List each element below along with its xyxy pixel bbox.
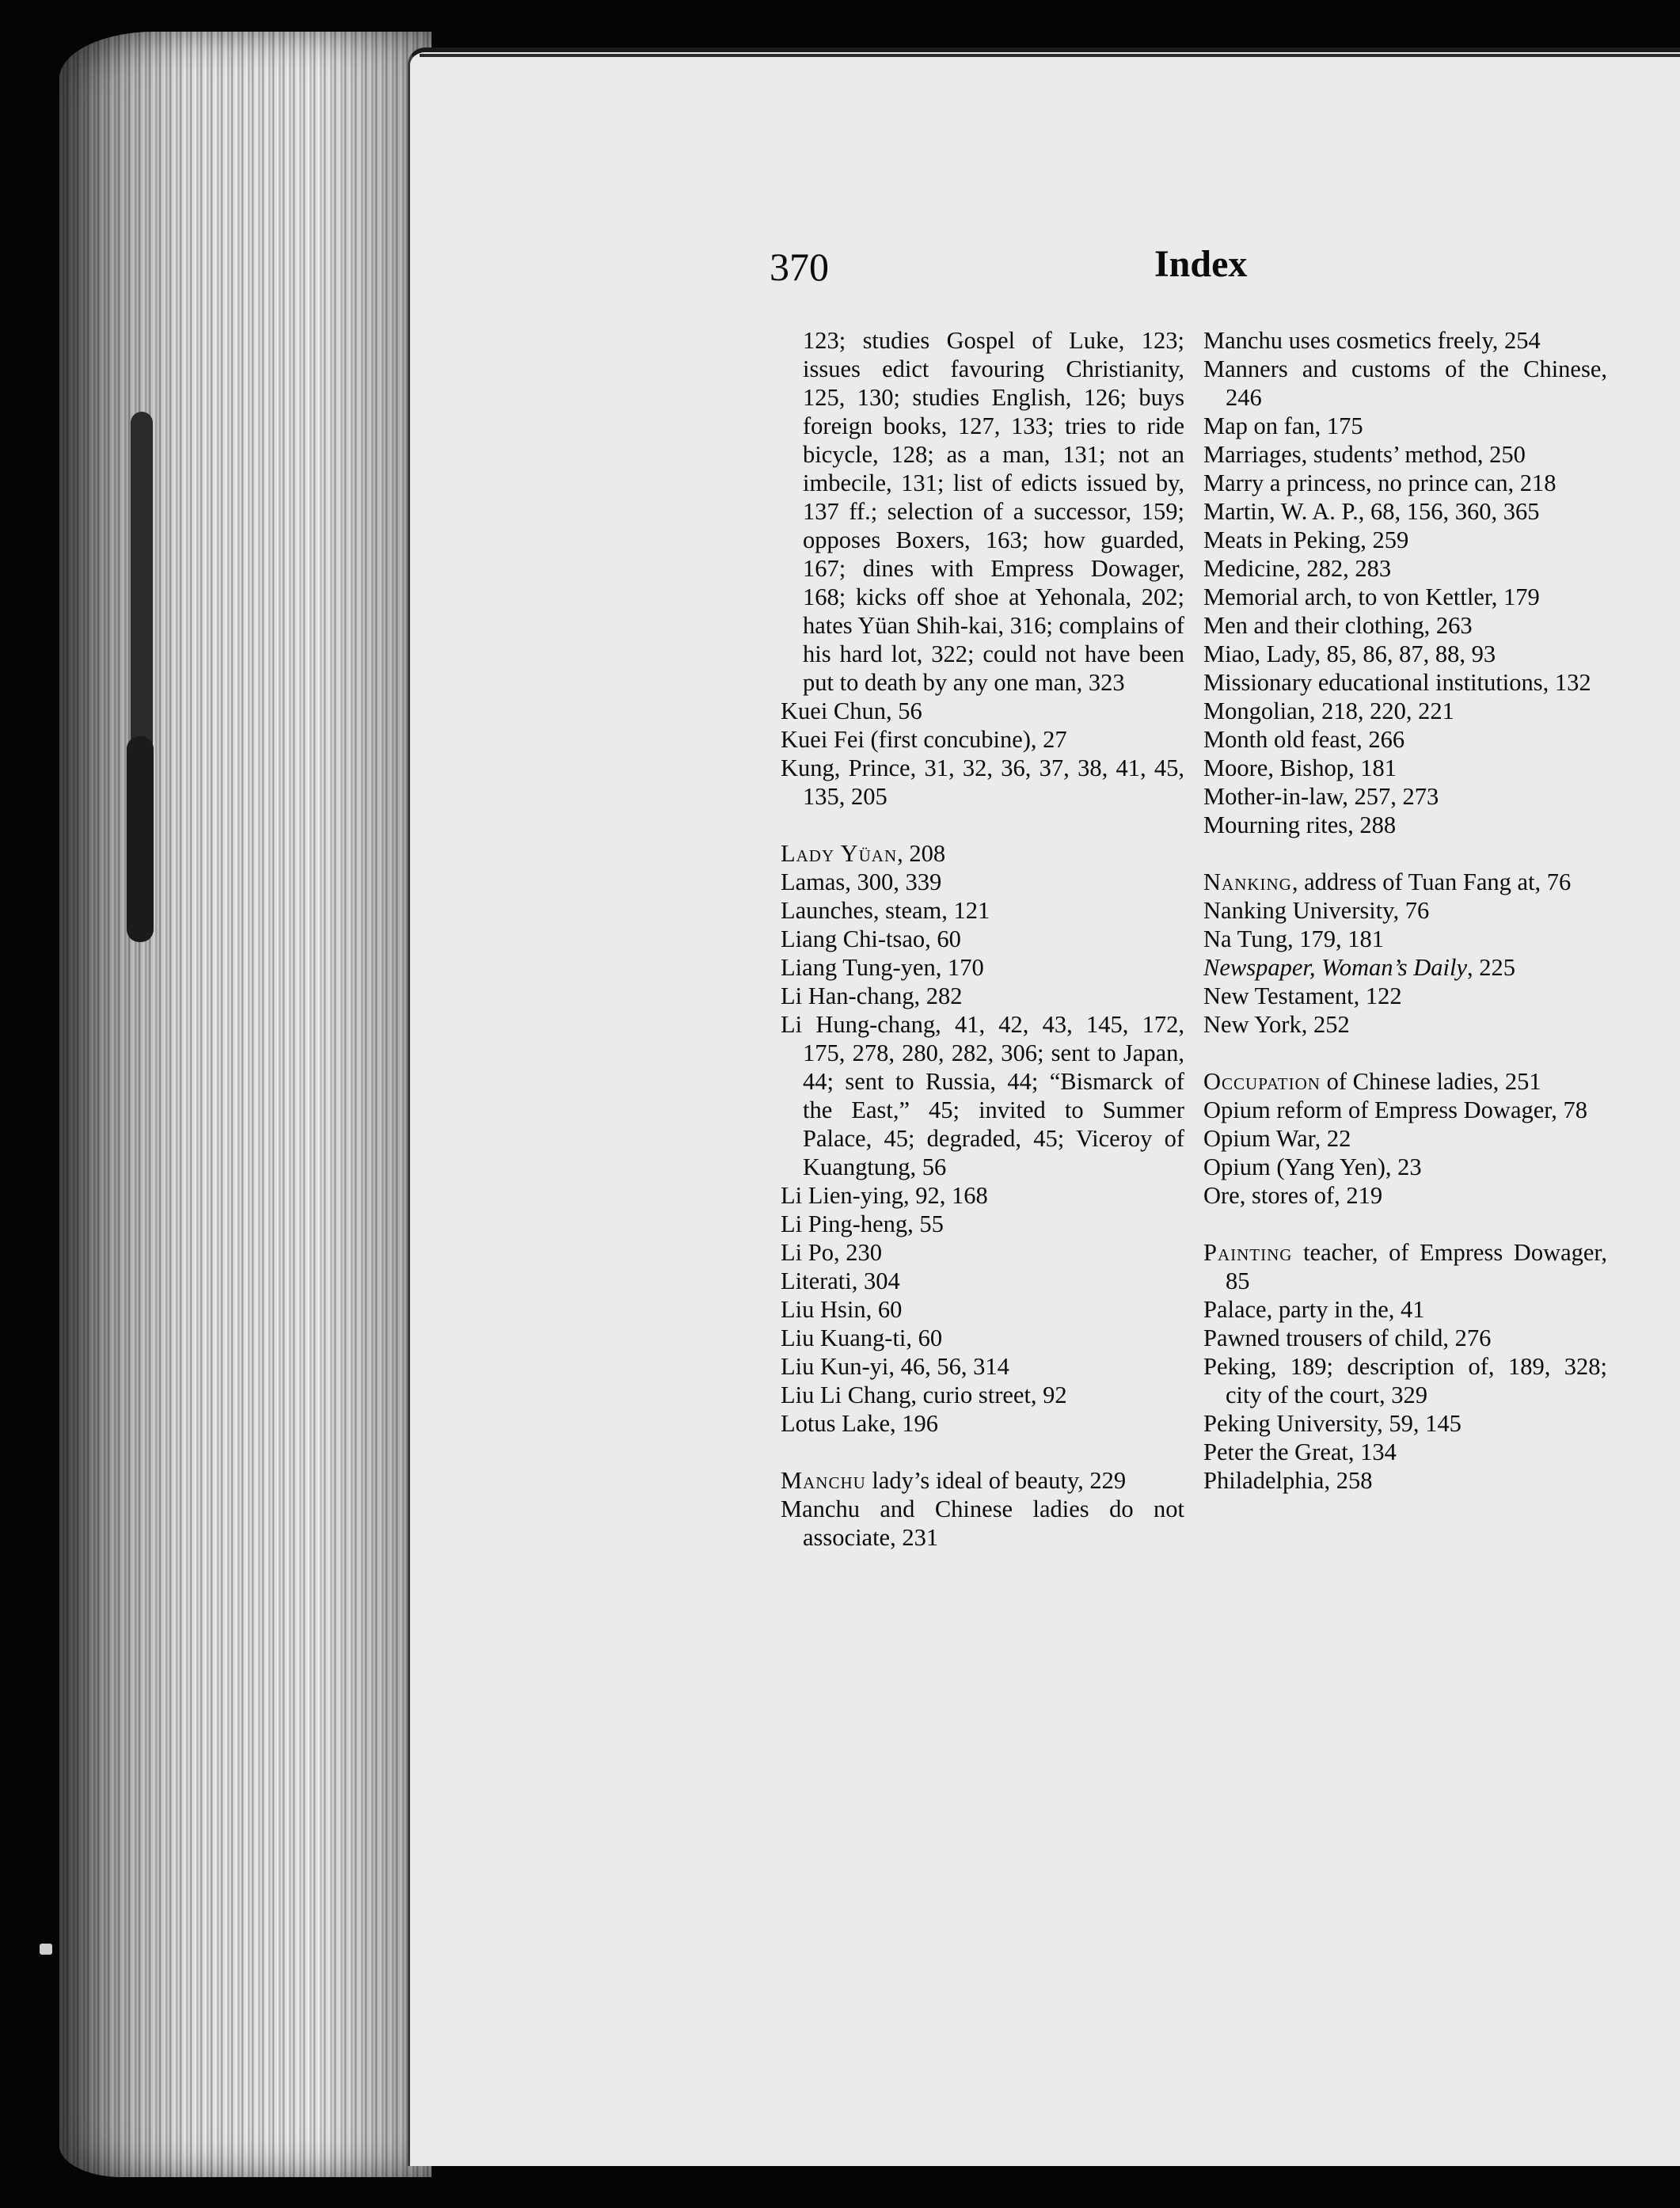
index-entry-text: , address of Tuan Fang at, 76 (1291, 868, 1572, 895)
index-entry-text: Ore, stores of, 219 (1203, 1182, 1383, 1209)
index-entry-text: Liu Kun-yi, 46, 56, 314 (781, 1353, 1009, 1380)
index-entry-text: Peking University, 59, 145 (1203, 1410, 1461, 1437)
index-entry (1203, 1096, 1607, 1124)
index-entry-text: Peking, 189; description of, 189, 328; city of the court, 329 (1203, 1353, 1607, 1408)
index-entry (781, 868, 1184, 896)
edge-shadow-band (127, 736, 154, 942)
index-entry-text: Manners and customs of the Chinese, 246 (1203, 355, 1607, 411)
index-entry-text: Moore, Bishop, 181 (1203, 754, 1397, 781)
index-entry-text: Nanking University, 76 (1203, 897, 1430, 924)
page-number: 370 (770, 245, 829, 289)
index-entry (1203, 640, 1607, 668)
index-entry (1203, 469, 1607, 497)
index-entry-text: , 208 (897, 840, 946, 867)
index-entry-text: New York, 252 (1203, 1011, 1350, 1038)
index-entry (1203, 1295, 1607, 1324)
index-entry-text: 123; studies Gospel of Luke, 123; issues edict favouring Christianity, 125, 130; studies English, 126; buys foreign books, 127, 133; tries to ride bicycle, 128; as a man, 131; not an imbecile, 131; list of edicts issued by, 137 ff.; selection of a successor, 159; opposes Boxers, 163; how guarded, 167; dines with Empress Dowager, 168; kicks off shoe at Yehonala, 202; hates Yüan Shih-kai, 316; complains of his hard lot, 322; could not have been put to death by any one man, 323 (803, 327, 1184, 696)
index-entry-text: lady’s ideal of beauty, 229 (865, 1467, 1127, 1494)
index-entry (1203, 611, 1607, 640)
index-entry-text: Martin, W. A. P., 68, 156, 360, 365 (1203, 498, 1540, 525)
index-entry (1203, 953, 1607, 982)
index-entry (1203, 811, 1607, 839)
index-entry (1203, 355, 1607, 412)
index-entry-text: Memorial arch, to von Kettler, 179 (1203, 583, 1540, 610)
index-entry-text: Opium War, 22 (1203, 1125, 1351, 1152)
index-entry-text: Lamas, 300, 339 (781, 868, 942, 895)
page-title: Index (1154, 243, 1248, 285)
index-entry (1203, 1409, 1607, 1438)
index-entry (781, 982, 1184, 1010)
index-entry (781, 1324, 1184, 1352)
index-entry-text: Meats in Peking, 259 (1203, 526, 1409, 553)
index-entry-text: Li Hung-chang, 41, 42, 43, 145, 172, 175, 278, 280, 282, 306; sent to Japan, 44; sent to Russia, 44; “Bismarck of the East,” 45; invited to Summer Palace, 45; degraded, 45; Viceroy of Kuangtung, 56 (781, 1011, 1184, 1180)
section-gap (1203, 839, 1607, 868)
index-entry (781, 754, 1184, 811)
index-section-head: Lady Yüan (781, 840, 898, 867)
index-entry (781, 1010, 1184, 1181)
index-entry (1203, 868, 1607, 896)
index-entry-text: Philadelphia, 258 (1203, 1467, 1373, 1494)
index-entry (781, 925, 1184, 953)
index-entry (781, 896, 1184, 925)
index-entry (781, 326, 1184, 697)
index-entry-text: Manchu and Chinese ladies do not associate, 231 (781, 1495, 1184, 1551)
index-entry-text: Marriages, students’ method, 250 (1203, 441, 1526, 468)
index-entry (781, 1495, 1184, 1552)
index-entry-text: Marry a princess, no prince can, 218 (1203, 469, 1556, 496)
page-top-edge (420, 54, 1680, 57)
index-entry (1203, 1466, 1607, 1495)
index-entry (1203, 725, 1607, 754)
index-entry (1203, 326, 1607, 355)
index-entry-text: Miao, Lady, 85, 86, 87, 88, 93 (1203, 640, 1496, 667)
index-entry (1203, 896, 1607, 925)
index-entry (1203, 982, 1607, 1010)
index-entry-text: teacher, of Empress Dowager, 85 (1226, 1239, 1607, 1294)
index-entry (1203, 1324, 1607, 1352)
index-entry (1203, 554, 1607, 583)
index-entry (1203, 668, 1607, 697)
index-entry-text: Liu Li Chang, curio street, 92 (781, 1381, 1067, 1408)
index-entry (1203, 583, 1607, 611)
index-entry (1203, 1124, 1607, 1153)
index-entry-text: Pawned trousers of child, 276 (1203, 1324, 1492, 1351)
index-entry-text: Li Lien-ying, 92, 168 (781, 1182, 988, 1209)
index-entry-text: , 225 (1466, 954, 1515, 981)
index-entry-text: Opium reform of Empress Dowager, 78 (1203, 1096, 1587, 1123)
index-entry (1203, 754, 1607, 782)
index-entry (781, 839, 1184, 868)
index-entry-text: Opium (Yang Yen), 23 (1203, 1153, 1422, 1180)
section-gap (1203, 1039, 1607, 1067)
index-entry (781, 1181, 1184, 1210)
index-entry (781, 697, 1184, 725)
section-gap (781, 1438, 1184, 1466)
index-entry (781, 1210, 1184, 1238)
index-entry-text: Kuei Fei (first concubine), 27 (781, 726, 1067, 753)
index-entry-text: Men and their clothing, 263 (1203, 612, 1473, 639)
index-entry (1203, 412, 1607, 440)
index-entry-text: Missionary educational institutions, 132 (1203, 669, 1591, 696)
index-entry (781, 1267, 1184, 1295)
index-entry (1203, 697, 1607, 725)
index-entry-text: Liang Chi-tsao, 60 (781, 925, 961, 952)
index-entry-text: Li Han-chang, 282 (781, 982, 963, 1009)
index-entry-text: Mourning rites, 288 (1203, 811, 1397, 838)
index-entry-text: Kung, Prince, 31, 32, 36, 37, 38, 41, 45, 135, 205 (781, 754, 1184, 810)
index-entry-text: Kuei Chun, 56 (781, 697, 922, 724)
index-entry-text: Month old feast, 266 (1203, 726, 1405, 753)
index-entry-text: Liu Kuang-ti, 60 (781, 1324, 943, 1351)
index-entry-text: Na Tung, 179, 181 (1203, 925, 1384, 952)
stray-mark (40, 1944, 52, 1955)
index-entry (1203, 497, 1607, 526)
page-edge-shadow (59, 32, 431, 2177)
index-column-left (781, 326, 1184, 1552)
index-entry (781, 953, 1184, 982)
index-entry-text: Liang Tung-yen, 170 (781, 954, 984, 981)
index-entry (1203, 1438, 1607, 1466)
index-entry (1203, 1153, 1607, 1181)
index-entry-text: Peter the Great, 134 (1203, 1438, 1397, 1465)
index-entry (781, 725, 1184, 754)
index-entry (781, 1409, 1184, 1438)
index-entry (1203, 925, 1607, 953)
index-entry-text: Map on fan, 175 (1203, 412, 1363, 439)
index-entry (1203, 526, 1607, 554)
index-entry (1203, 782, 1607, 811)
index-entry (1203, 1010, 1607, 1039)
index-entry (1203, 1238, 1607, 1295)
index-entry-text: Palace, party in the, 41 (1203, 1296, 1425, 1323)
index-entry (1203, 1181, 1607, 1210)
index-entry-text: Manchu uses cosmetics freely, 254 (1203, 327, 1541, 354)
index-entry (781, 1238, 1184, 1267)
index-entry-text: Lotus Lake, 196 (781, 1410, 939, 1437)
index-section-head: Occupation (1203, 1068, 1321, 1095)
section-gap (781, 811, 1184, 839)
index-entry-text: Mongolian, 218, 220, 221 (1203, 697, 1454, 724)
index-entry-text: New Testament, 122 (1203, 982, 1402, 1009)
index-entry (1203, 1067, 1607, 1096)
index-entry (781, 1381, 1184, 1409)
index-entry-text: Launches, steam, 121 (781, 897, 990, 924)
index-entry-text: Li Ping-heng, 55 (781, 1210, 944, 1237)
index-entry (1203, 440, 1607, 469)
index-entry-text: of Chinese ladies, 251 (1320, 1068, 1541, 1095)
index-section-head: Manchu (781, 1467, 866, 1494)
index-entry-text: Medicine, 282, 283 (1203, 555, 1392, 582)
index-entry-text: Literati, 304 (781, 1267, 900, 1294)
index-column-right (1203, 326, 1607, 1495)
index-entry (781, 1352, 1184, 1381)
index-section-head: Painting (1203, 1239, 1293, 1266)
index-entry-text: Liu Hsin, 60 (781, 1296, 903, 1323)
index-entry (1203, 1352, 1607, 1409)
index-entry-text: Mother-in-law, 257, 273 (1203, 783, 1439, 810)
section-gap (1203, 1210, 1607, 1238)
index-entry (781, 1295, 1184, 1324)
index-entry (781, 1466, 1184, 1495)
index-entry-italic: Newspaper, Woman’s Daily (1203, 954, 1467, 981)
index-entry-text: Li Po, 230 (781, 1239, 882, 1266)
index-section-head: Nanking (1203, 868, 1292, 895)
